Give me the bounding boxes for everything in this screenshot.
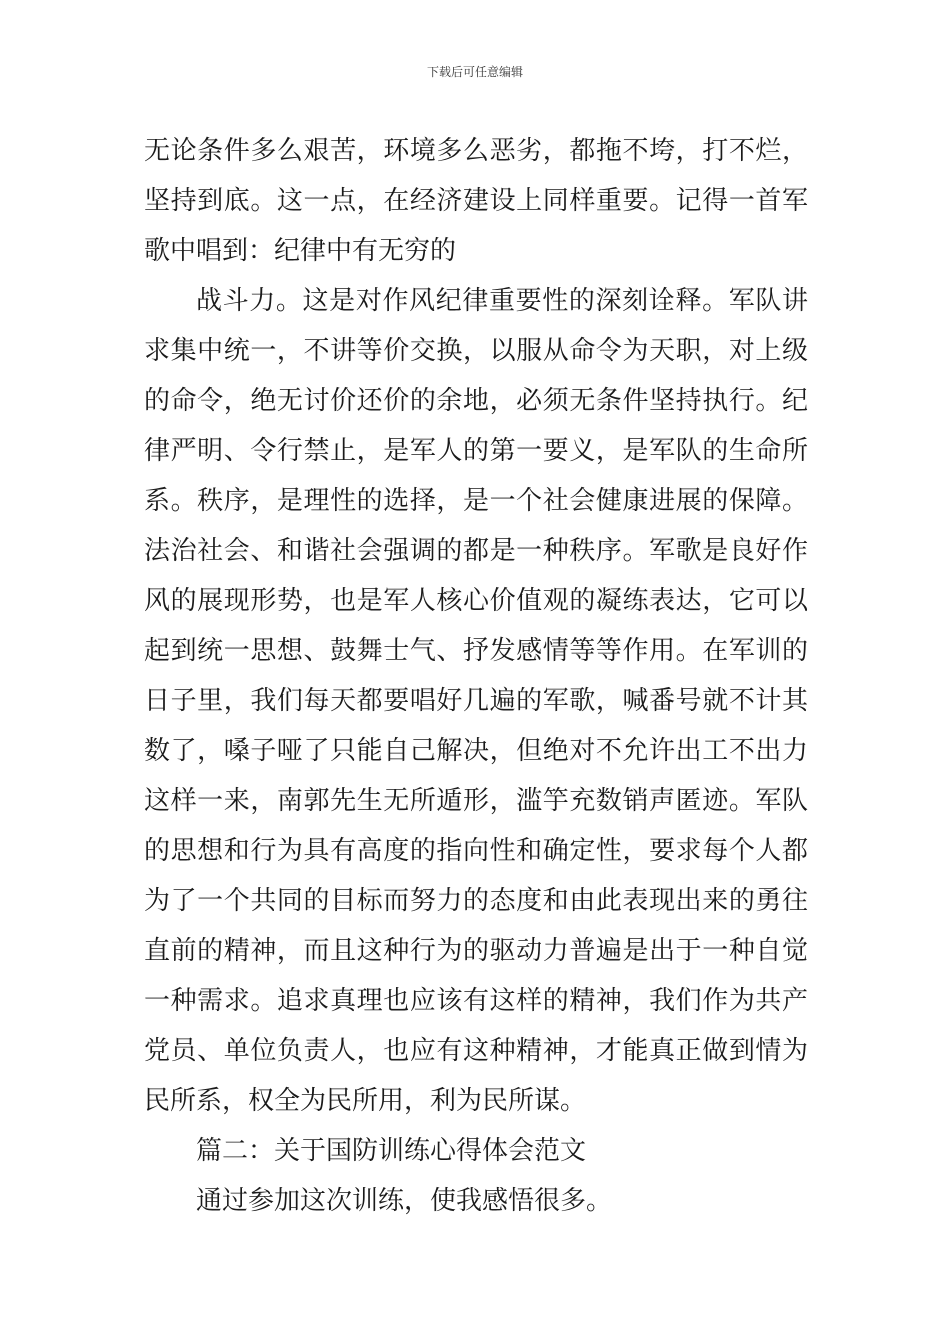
text-line: 歌中唱到：纪律中有无穷的 (144, 236, 457, 266)
document-body (144, 126, 808, 1226)
section-heading: 篇二：关于国防训练心得体会范文 (196, 1136, 587, 1166)
text-line: 一种需求。追求真理也应该有这样的精神，我们作为共产 (144, 986, 808, 1016)
page-header: 下载后可任意编辑 (426, 65, 523, 79)
text-line: 党员、单位负责人，也应有这种精神，才能真正做到情为 (144, 1036, 808, 1066)
text-line: 求集中统一，不讲等价交换，以服从命令为天职，对上级 (144, 336, 808, 366)
text-line: 无论条件多么艰苦，环境多么恶劣，都拖不垮，打不烂， (144, 136, 808, 166)
text-line: 民所系，权全为民所用，利为民所谋。 (144, 1086, 587, 1116)
text-line: 数了，嗓子哑了只能自己解决，但绝对不允许出工不出力 (144, 736, 808, 766)
text-line: 的命令，绝无讨价还价的余地，必须无条件坚持执行。纪 (144, 386, 808, 416)
text-line: 通过参加这次训练，使我感悟很多。 (196, 1186, 613, 1216)
text-line: 战斗力。这是对作风纪律重要性的深刻诠释。军队讲 (196, 286, 808, 316)
text-line: 的思想和行为具有高度的指向性和确定性，要求每个人都 (144, 836, 808, 866)
text-line: 法治社会、和谐社会强调的都是一种秩序。军歌是良好作 (144, 536, 808, 566)
text-line: 直前的精神，而且这种行为的驱动力普遍是出于一种自觉 (144, 936, 808, 966)
text-line: 风的展现形势，也是军人核心价值观的凝练表达，它可以 (144, 586, 808, 616)
text-line: 坚持到底。这一点，在经济建设上同样重要。记得一首军 (144, 186, 808, 216)
text-line: 为了一个共同的目标而努力的态度和由此表现出来的勇往 (144, 886, 808, 916)
text-line: 系。秩序，是理性的选择，是一个社会健康进展的保障。 (144, 486, 808, 516)
text-line: 起到统一思想、鼓舞士气、抒发感情等等作用。在军训的 (144, 636, 808, 666)
text-line: 日子里，我们每天都要唱好几遍的军歌，喊番号就不计其 (144, 686, 808, 716)
text-line: 这样一来，南郭先生无所遁形，滥竽充数销声匿迹。军队 (144, 786, 808, 816)
text-line: 律严明、令行禁止，是军人的第一要义，是军队的生命所 (144, 436, 808, 466)
